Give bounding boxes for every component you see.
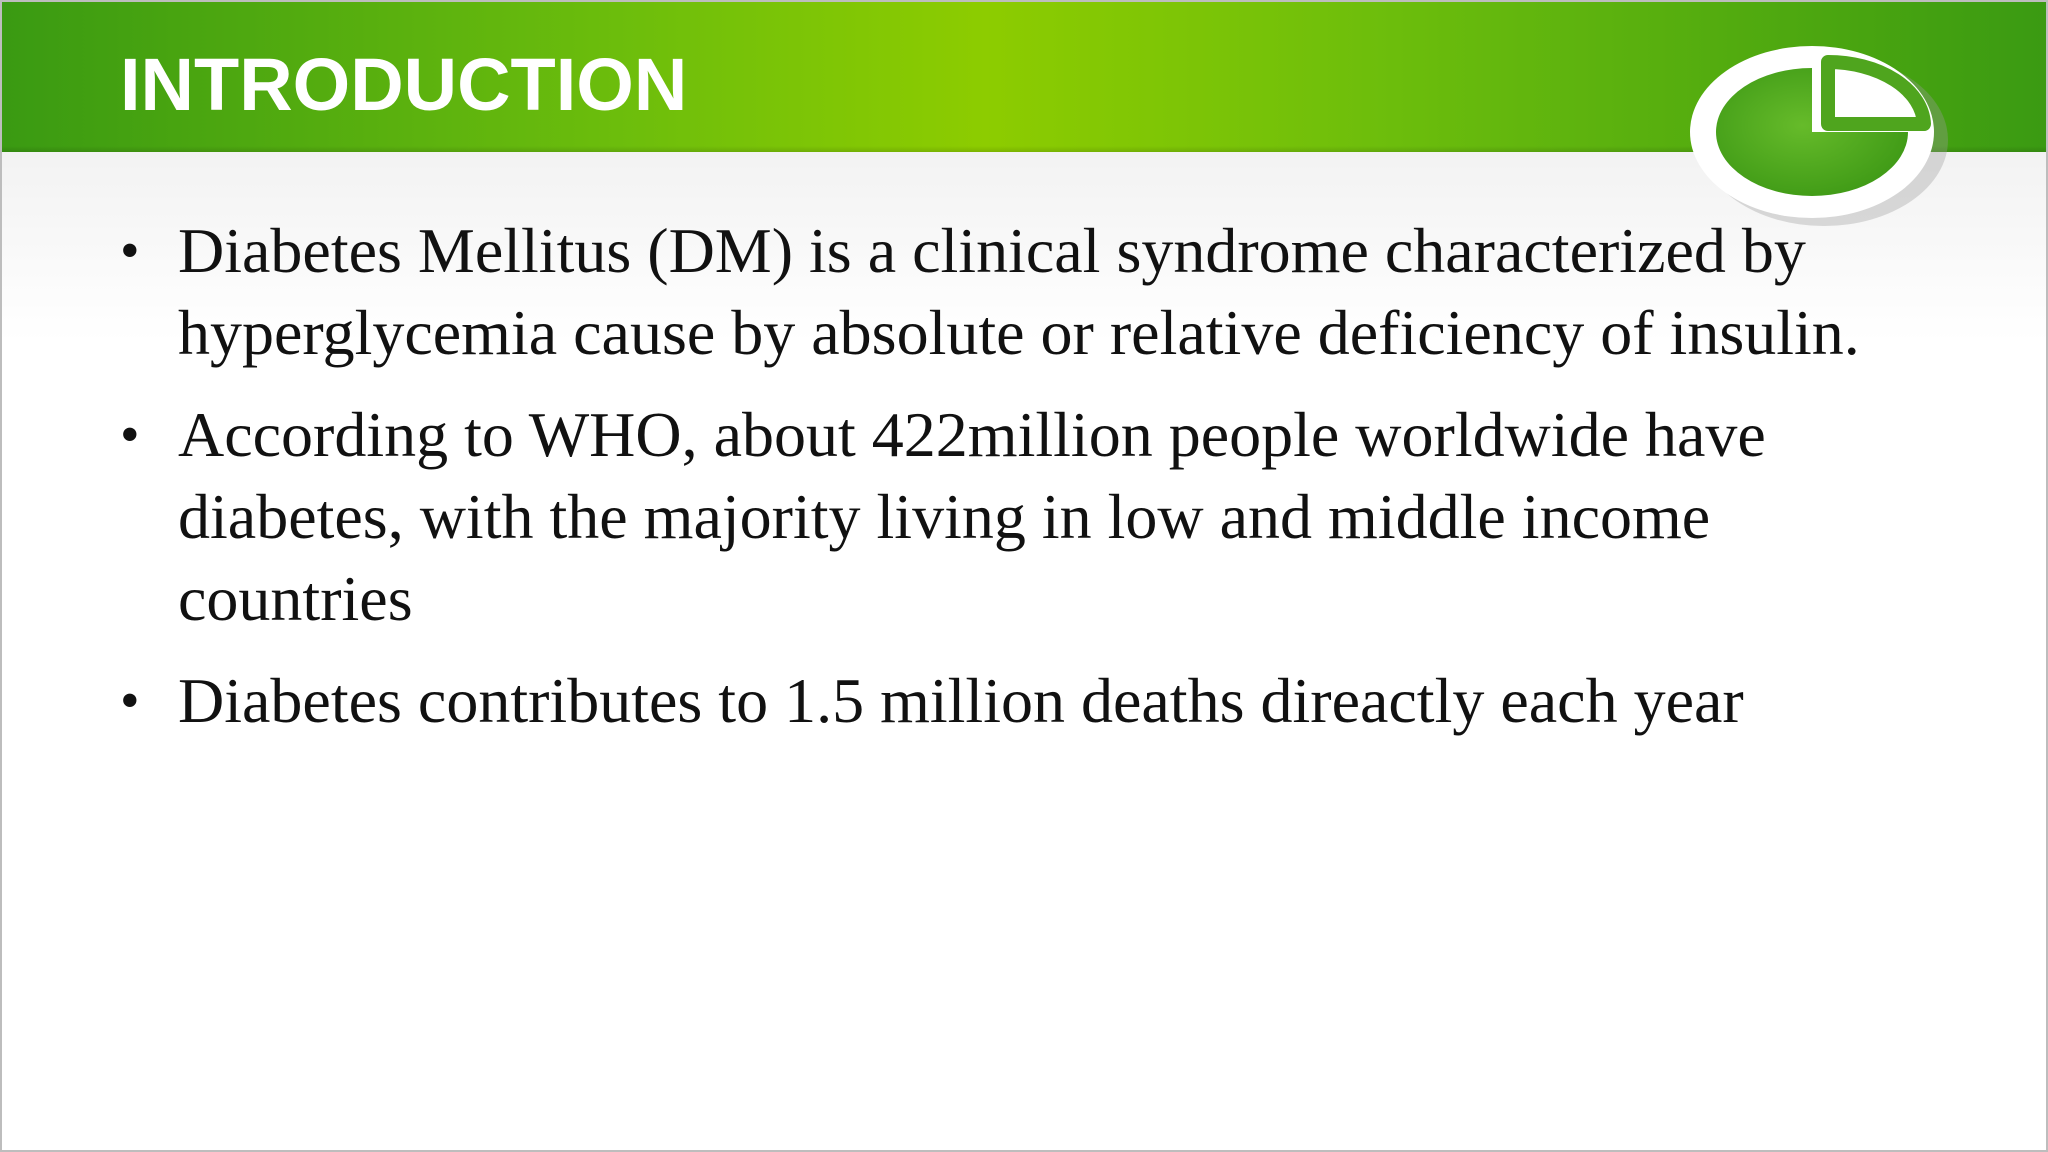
- bullet-item: [120, 660, 1940, 742]
- bullet-text: Diabetes contributes to 1.5 million deaths direactly each year: [178, 665, 1744, 736]
- bullet-item: [120, 210, 1940, 374]
- bullet-text: According to WHO, about 422million people worldwide have diabetes, with the majority living in low and middle income countries: [178, 399, 1766, 634]
- slide-title: INTRODUCTION: [120, 43, 688, 126]
- bullet-dot: •: [120, 220, 140, 282]
- bullet-list: [120, 210, 1940, 762]
- bullet-dot: •: [120, 404, 140, 466]
- bullet-text: Diabetes Mellitus (DM) is a clinical syndrome characterized by hyperglycemia cause by absolute or relative deficiency of insulin.: [178, 215, 1860, 368]
- bullet-dot: •: [120, 670, 140, 732]
- pie-chart-logo-icon: [1672, 32, 1962, 232]
- bullet-item: [120, 394, 1940, 640]
